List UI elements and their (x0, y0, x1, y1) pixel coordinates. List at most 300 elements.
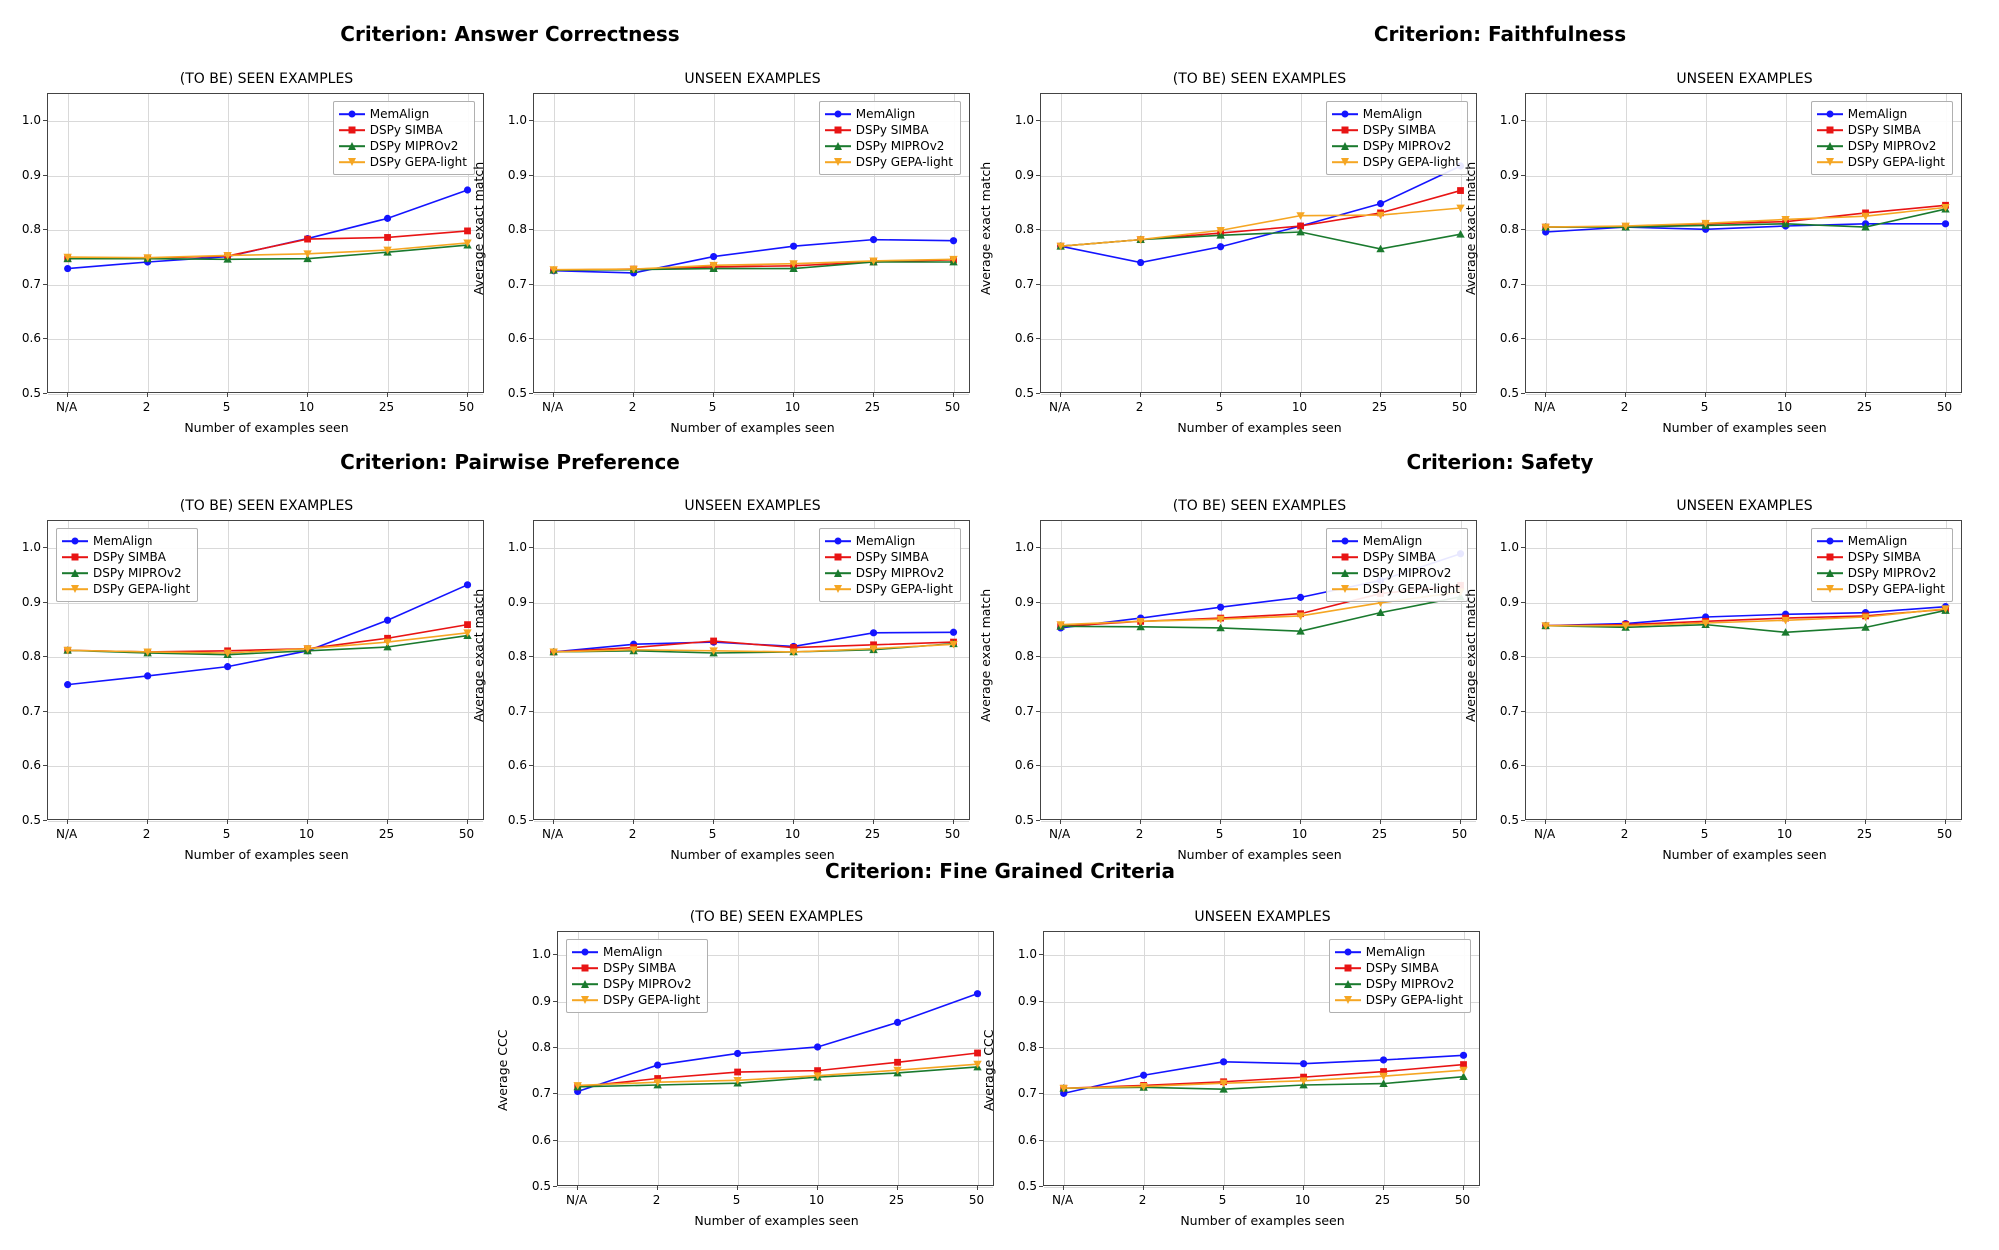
legend-swatch-circle (1817, 108, 1843, 120)
y-tick-label-0: 0.5 (1014, 813, 1034, 827)
y-tick-label-5: 1.0 (507, 113, 527, 128)
legend-row-2 (1332, 138, 1460, 154)
series-marker (304, 236, 311, 243)
x-axis-label-2: Number of examples seen (1177, 420, 1342, 435)
x-tick-label-2: 5 (732, 1193, 741, 1207)
y-tick-label-1: 0.6 (1499, 331, 1519, 346)
legend-label: DSPy GEPA-light (93, 582, 191, 596)
legend-swatch-triangle (825, 567, 851, 579)
y-tick-mark-3 (553, 1047, 557, 1048)
x-tick-mark-0 (1060, 393, 1061, 397)
x-tick-mark-5 (1945, 393, 1946, 397)
series-marker (1220, 1058, 1227, 1065)
legend-swatch-triangle (1332, 567, 1358, 579)
y-tick-label-2: 0.7 (1499, 703, 1519, 718)
x-tick-mark-2 (1220, 820, 1221, 824)
x-tick-mark-5 (953, 393, 954, 397)
legend-label: MemAlign (1362, 107, 1423, 121)
x-tick-label-5: 50 (1451, 827, 1468, 841)
y-tick-mark-5 (43, 120, 47, 121)
y-tick-label-0: 0.5 (1014, 386, 1034, 400)
triangle-marker-icon (1826, 569, 1834, 577)
legend-swatch-triangle (1817, 567, 1843, 579)
circle-marker-icon (834, 111, 841, 118)
gridline-y-0 (1044, 1187, 1479, 1188)
x-tick-label-0: N/A (542, 400, 564, 414)
legend-label: DSPy GEPA-light (1365, 993, 1463, 1007)
y-tick-mark-4 (1036, 175, 1040, 176)
y-axis-label-9: Average CCC (981, 1029, 996, 1111)
x-tick-mark-4 (1865, 393, 1866, 397)
legend-label: DSPy GEPA-light (1362, 582, 1460, 596)
x-tick-label-4: 25 (1374, 1193, 1391, 1207)
y-tick-mark-0 (529, 820, 533, 821)
x-tick-mark-3 (1785, 393, 1786, 397)
gridline-y-0 (48, 394, 483, 395)
down-triangle-marker-icon (834, 158, 842, 166)
series-marker (1217, 243, 1224, 250)
legend-swatch-triangle (1817, 140, 1843, 152)
y-tick-label-3: 0.8 (1014, 222, 1034, 237)
legend-swatch-triangle (62, 567, 88, 579)
series-marker (464, 228, 471, 235)
x-tick-mark-5 (1460, 393, 1461, 397)
x-tick-label-3: 10 (1776, 400, 1793, 414)
x-tick-mark-2 (227, 393, 228, 397)
legend-row-2 (572, 976, 700, 992)
triangle-marker-icon (71, 569, 79, 577)
legend-row-1 (1332, 549, 1460, 565)
legend-swatch-square (825, 124, 851, 136)
legend-label: DSPy MIPROv2 (855, 566, 945, 580)
x-axis-label-8: Number of examples seen (694, 1213, 859, 1228)
x-tick-label-2: 5 (222, 400, 231, 414)
y-tick-mark-1 (1036, 765, 1040, 766)
y-tick-mark-1 (529, 765, 533, 766)
down-triangle-marker-icon (1341, 585, 1349, 593)
x-tick-mark-5 (1463, 1186, 1464, 1190)
x-tick-label-5: 50 (944, 400, 961, 414)
legend-swatch-circle (572, 946, 598, 958)
series-line-dspy-simba (68, 625, 468, 652)
legend-swatch-square (62, 551, 88, 563)
legend-swatch-circle (339, 108, 365, 120)
y-tick-mark-2 (529, 711, 533, 712)
square-marker-icon (1341, 127, 1348, 134)
x-tick-label-0: N/A (1534, 827, 1556, 841)
legend-row-1 (1817, 122, 1945, 138)
series-marker (1377, 200, 1384, 207)
x-tick-mark-1 (1140, 820, 1141, 824)
x-tick-mark-4 (1383, 1186, 1384, 1190)
y-tick-label-0: 0.5 (1017, 1179, 1037, 1193)
legend-row-3 (572, 992, 700, 1008)
y-tick-mark-1 (529, 338, 533, 339)
y-tick-mark-1 (1521, 765, 1525, 766)
y-tick-mark-4 (529, 175, 533, 176)
legend-swatch-dtriangle (1332, 156, 1358, 168)
y-tick-mark-0 (1521, 393, 1525, 394)
panel-subtitle-1: UNSEEN EXAMPLES (684, 71, 821, 87)
legend-label: DSPy MIPROv2 (93, 566, 182, 580)
x-tick-label-4: 25 (888, 1193, 905, 1207)
series-marker (1297, 594, 1304, 601)
y-tick-mark-3 (529, 229, 533, 230)
x-tick-mark-1 (147, 393, 148, 397)
series-marker (1942, 220, 1949, 227)
y-tick-mark-5 (529, 120, 533, 121)
y-tick-label-4: 0.9 (507, 594, 527, 609)
y-tick-label-1: 0.6 (507, 758, 527, 773)
gridline-y-0 (534, 821, 969, 822)
y-tick-mark-1 (553, 1140, 557, 1141)
series-line-memalign (1061, 166, 1461, 263)
legend-label: MemAlign (1365, 945, 1426, 959)
series-marker (870, 629, 877, 636)
legend-swatch-triangle (339, 140, 365, 152)
series-marker (654, 1061, 661, 1068)
down-triangle-marker-icon (71, 585, 79, 593)
y-tick-label-5: 1.0 (21, 113, 41, 128)
y-tick-mark-2 (1036, 284, 1040, 285)
x-tick-label-2: 5 (1218, 1193, 1227, 1207)
x-tick-mark-5 (977, 1186, 978, 1190)
legend-row-2 (1817, 565, 1945, 581)
y-tick-mark-4 (43, 602, 47, 603)
legend-label: MemAlign (603, 945, 663, 959)
y-tick-mark-0 (43, 820, 47, 821)
series-marker (870, 236, 877, 243)
y-tick-mark-1 (43, 765, 47, 766)
chart-panel-3 (1463, 71, 1964, 435)
x-tick-label-5: 50 (1451, 400, 1468, 414)
x-tick-label-1: 2 (1135, 827, 1144, 841)
y-axis-label-5: Average exact match (471, 588, 486, 722)
series-marker (1380, 1056, 1387, 1063)
panel-subtitle-7: UNSEEN EXAMPLES (1676, 498, 1813, 514)
y-tick-mark-3 (1036, 229, 1040, 230)
legend-label: MemAlign (855, 107, 916, 121)
y-tick-label-0: 0.5 (507, 813, 527, 827)
y-tick-label-4: 0.9 (1014, 167, 1034, 182)
legend-row-2 (1817, 138, 1945, 154)
legend-2 (1326, 101, 1468, 175)
legend-label: MemAlign (1847, 107, 1908, 121)
legend-row-2 (1335, 976, 1463, 992)
y-tick-mark-1 (1039, 1140, 1043, 1141)
legend-swatch-square (825, 551, 851, 563)
chart-panel-5 (471, 498, 972, 862)
legend-swatch-square (1335, 962, 1361, 974)
plot-area-3 (1525, 93, 1962, 393)
criterion-title-2: Criterion: Pairwise Preference (340, 450, 680, 474)
y-axis-label-2: Average exact match (978, 161, 993, 295)
x-tick-mark-4 (387, 820, 388, 824)
y-tick-label-0: 0.5 (21, 386, 41, 400)
legend-swatch-dtriangle (572, 994, 598, 1006)
legend-0 (333, 101, 475, 175)
legend-label: DSPy MIPROv2 (1847, 139, 1937, 153)
legend-row-0 (572, 944, 700, 960)
panel-subtitle-3: UNSEEN EXAMPLES (1676, 71, 1813, 87)
legend-label: DSPy GEPA-light (369, 155, 467, 169)
legend-swatch-square (1332, 124, 1358, 136)
x-tick-mark-2 (713, 393, 714, 397)
y-tick-label-4: 0.9 (21, 594, 41, 609)
circle-marker-icon (834, 538, 841, 545)
x-tick-label-1: 2 (1620, 400, 1629, 414)
circle-marker-icon (1826, 111, 1833, 118)
legend-row-0 (1817, 533, 1945, 549)
x-tick-mark-2 (227, 820, 228, 824)
x-tick-label-0: N/A (56, 400, 78, 414)
legend-label: DSPy MIPROv2 (603, 977, 692, 991)
x-tick-mark-1 (657, 1186, 658, 1190)
x-tick-label-2: 5 (1215, 827, 1224, 841)
legend-row-3 (1332, 154, 1460, 170)
x-tick-label-3: 10 (1776, 827, 1793, 841)
legend-label: DSPy GEPA-light (1362, 155, 1460, 169)
legend-label: DSPy SIMBA (1847, 123, 1921, 137)
x-tick-label-1: 2 (142, 827, 151, 841)
x-tick-label-0: N/A (56, 827, 78, 841)
y-tick-mark-2 (529, 284, 533, 285)
x-tick-mark-2 (737, 1186, 738, 1190)
legend-label: DSPy GEPA-light (603, 993, 701, 1007)
y-tick-label-3: 0.8 (21, 222, 41, 237)
y-tick-label-0: 0.5 (1499, 813, 1519, 827)
series-marker (974, 990, 981, 997)
legend-label: DSPy GEPA-light (855, 582, 953, 596)
series-line-dspy-miprov2 (578, 1067, 978, 1087)
series-line-dspy-simba (578, 1053, 978, 1087)
legend-row-3 (62, 581, 190, 597)
plot-area-7 (1525, 520, 1962, 820)
x-tick-mark-3 (1303, 1186, 1304, 1190)
y-tick-label-0: 0.5 (531, 1179, 551, 1193)
x-tick-label-4: 25 (1856, 400, 1873, 414)
circle-marker-icon (1341, 111, 1348, 118)
chart-panel-4 (21, 498, 486, 862)
y-tick-label-0: 0.5 (21, 813, 41, 827)
legend-1 (819, 101, 961, 175)
x-tick-mark-1 (633, 820, 634, 824)
y-tick-mark-5 (1036, 547, 1040, 548)
x-tick-mark-1 (1140, 393, 1141, 397)
legend-row-0 (825, 533, 953, 549)
chart-panel-9 (981, 909, 1482, 1228)
triangle-marker-icon (1826, 142, 1834, 150)
x-tick-label-3: 10 (1291, 827, 1308, 841)
y-tick-label-2: 0.7 (531, 1086, 551, 1101)
chart-panel-1 (471, 71, 972, 435)
plot-area-9 (1043, 931, 1480, 1186)
y-tick-mark-0 (1036, 393, 1040, 394)
x-tick-mark-4 (387, 393, 388, 397)
x-axis-label-9: Number of examples seen (1180, 1213, 1345, 1228)
x-tick-label-4: 25 (378, 827, 395, 841)
y-tick-label-1: 0.6 (1014, 331, 1034, 346)
legend-row-1 (339, 122, 467, 138)
legend-swatch-circle (62, 535, 88, 547)
criterion-title-0: Criterion: Answer Correctness (340, 22, 680, 46)
legend-row-1 (572, 960, 700, 976)
x-tick-label-5: 50 (458, 400, 475, 414)
legend-swatch-square (339, 124, 365, 136)
x-tick-mark-5 (953, 820, 954, 824)
down-triangle-marker-icon (348, 158, 356, 166)
y-tick-mark-5 (1036, 120, 1040, 121)
series-marker (1137, 259, 1144, 266)
series-marker (64, 265, 71, 272)
series-marker (224, 663, 231, 670)
plot-area-6 (1040, 520, 1477, 820)
legend-label: MemAlign (369, 107, 430, 121)
series-marker (814, 1043, 821, 1050)
legend-swatch-dtriangle (1817, 156, 1843, 168)
x-tick-mark-1 (1625, 820, 1626, 824)
legend-3 (1811, 101, 1953, 175)
legend-row-1 (1817, 549, 1945, 565)
y-tick-label-5: 1.0 (531, 947, 551, 962)
y-tick-label-2: 0.7 (1017, 1086, 1037, 1101)
legend-row-3 (1817, 154, 1945, 170)
legend-6 (1326, 528, 1468, 602)
legend-swatch-circle (825, 108, 851, 120)
x-tick-label-1: 2 (1135, 400, 1144, 414)
triangle-marker-icon (348, 142, 356, 150)
y-tick-mark-4 (1036, 602, 1040, 603)
x-tick-mark-0 (1063, 1186, 1064, 1190)
y-axis-label-3: Average exact match (1463, 161, 1478, 295)
x-tick-label-0: N/A (542, 827, 564, 841)
y-tick-label-1: 0.6 (1499, 758, 1519, 773)
y-tick-label-3: 0.8 (1499, 649, 1519, 664)
x-tick-label-4: 25 (1371, 400, 1388, 414)
x-tick-label-0: N/A (1049, 400, 1071, 414)
x-tick-label-2: 5 (1700, 400, 1709, 414)
y-tick-mark-0 (1039, 1186, 1043, 1187)
x-tick-mark-2 (713, 820, 714, 824)
square-marker-icon (1344, 965, 1351, 972)
gridline-y-0 (558, 1187, 993, 1188)
down-triangle-marker-icon (1826, 585, 1834, 593)
legend-label: MemAlign (855, 534, 916, 548)
x-tick-label-4: 25 (864, 400, 881, 414)
x-tick-mark-4 (897, 1186, 898, 1190)
legend-label: MemAlign (1847, 534, 1908, 548)
legend-row-0 (1332, 106, 1460, 122)
legend-label: DSPy GEPA-light (1847, 582, 1945, 596)
series-marker (144, 672, 151, 679)
square-marker-icon (834, 127, 841, 134)
series-marker (734, 1069, 741, 1076)
legend-label: DSPy SIMBA (855, 550, 929, 564)
y-tick-label-5: 1.0 (21, 540, 41, 555)
gridline-y-0 (534, 394, 969, 395)
y-tick-mark-2 (1039, 1093, 1043, 1094)
chart-panel-0 (21, 71, 486, 435)
x-tick-mark-0 (553, 820, 554, 824)
down-triangle-marker-icon (834, 585, 842, 593)
chart-panel-8 (495, 909, 996, 1228)
legend-label: DSPy SIMBA (1362, 123, 1436, 137)
circle-marker-icon (1341, 538, 1348, 545)
x-tick-mark-3 (793, 820, 794, 824)
legend-swatch-dtriangle (62, 583, 88, 595)
y-tick-mark-2 (1521, 711, 1525, 712)
legend-swatch-circle (1817, 535, 1843, 547)
legend-row-2 (1332, 565, 1460, 581)
series-marker (950, 629, 957, 636)
y-tick-mark-5 (1039, 954, 1043, 955)
legend-label: MemAlign (93, 534, 153, 548)
x-tick-label-2: 5 (708, 827, 717, 841)
y-tick-mark-2 (43, 711, 47, 712)
legend-swatch-circle (1332, 108, 1358, 120)
legend-label: DSPy MIPROv2 (1362, 139, 1452, 153)
y-tick-mark-4 (529, 602, 533, 603)
x-tick-mark-4 (1380, 820, 1381, 824)
x-tick-mark-3 (1785, 820, 1786, 824)
x-tick-mark-2 (1223, 1186, 1224, 1190)
x-tick-mark-0 (1545, 820, 1546, 824)
y-tick-mark-0 (1036, 820, 1040, 821)
y-tick-label-3: 0.8 (507, 649, 527, 664)
series-marker (894, 1059, 901, 1066)
y-tick-mark-2 (553, 1093, 557, 1094)
x-tick-label-1: 2 (1620, 827, 1629, 841)
y-tick-mark-5 (553, 954, 557, 955)
panel-subtitle-0: (TO BE) SEEN EXAMPLES (179, 71, 354, 87)
y-tick-mark-4 (43, 175, 47, 176)
legend-7 (1811, 528, 1953, 602)
legend-label: DSPy MIPROv2 (855, 139, 945, 153)
triangle-marker-icon (834, 569, 842, 577)
legend-label: DSPy MIPROv2 (1362, 566, 1452, 580)
legend-swatch-dtriangle (1817, 583, 1843, 595)
y-tick-mark-3 (1521, 656, 1525, 657)
legend-label: DSPy MIPROv2 (1847, 566, 1937, 580)
series-line-dspy-miprov2 (1061, 232, 1461, 249)
series-marker (1300, 1060, 1307, 1067)
x-tick-label-1: 2 (142, 400, 151, 414)
series-marker (710, 253, 717, 260)
x-axis-label-1: Number of examples seen (670, 420, 835, 435)
x-tick-label-5: 50 (944, 827, 961, 841)
legend-row-0 (1335, 944, 1463, 960)
legend-row-3 (1335, 992, 1463, 1008)
circle-marker-icon (582, 949, 589, 956)
circle-marker-icon (1826, 538, 1833, 545)
x-tick-mark-3 (1300, 393, 1301, 397)
legend-label: DSPy SIMBA (93, 550, 166, 564)
legend-row-0 (1817, 106, 1945, 122)
legend-row-3 (339, 154, 467, 170)
chart-panel-6 (978, 498, 1479, 862)
x-tick-label-2: 5 (708, 400, 717, 414)
y-tick-label-1: 0.6 (1014, 758, 1034, 773)
series-marker (464, 621, 471, 628)
panel-subtitle-6: (TO BE) SEEN EXAMPLES (1172, 498, 1347, 514)
square-marker-icon (348, 127, 355, 134)
legend-label: DSPy SIMBA (603, 961, 676, 975)
y-tick-mark-1 (43, 338, 47, 339)
y-tick-label-4: 0.9 (531, 993, 551, 1008)
y-tick-mark-2 (1521, 284, 1525, 285)
y-tick-label-4: 0.9 (1017, 993, 1037, 1008)
plot-area-5 (533, 520, 970, 820)
